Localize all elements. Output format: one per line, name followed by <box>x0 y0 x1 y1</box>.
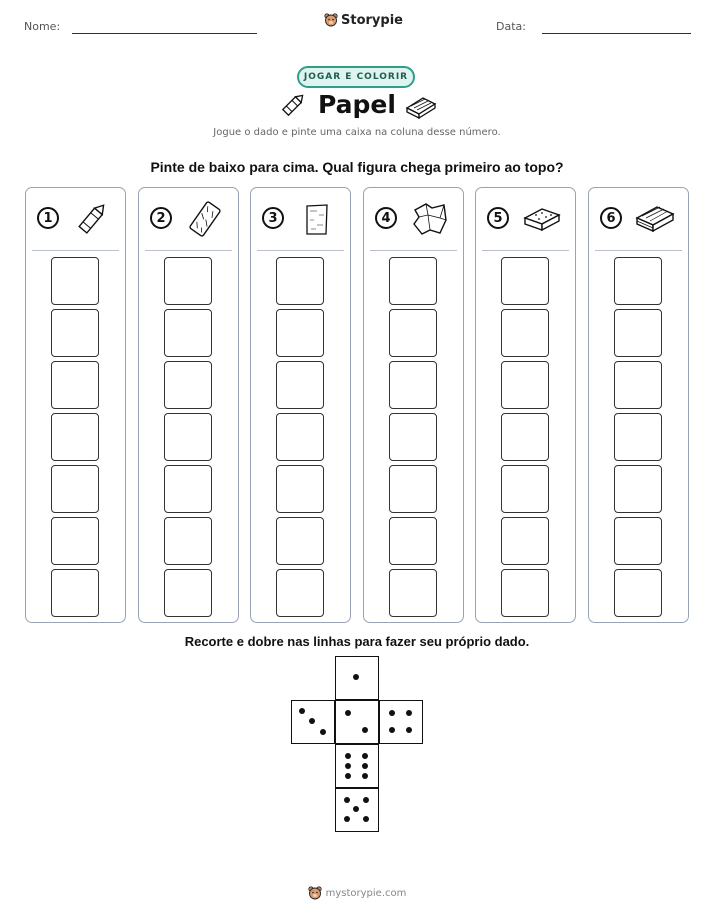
color-box[interactable] <box>164 309 212 357</box>
color-box[interactable] <box>164 465 212 513</box>
color-box[interactable] <box>51 257 99 305</box>
paper-sheet-icon <box>297 200 337 238</box>
color-box[interactable] <box>51 413 99 461</box>
column-header <box>139 188 238 250</box>
crayon-icon <box>72 200 112 238</box>
color-box[interactable] <box>501 257 549 305</box>
color-box[interactable] <box>276 361 324 409</box>
pip <box>344 816 350 822</box>
color-box[interactable] <box>614 465 662 513</box>
pip <box>363 816 369 822</box>
color-box[interactable] <box>276 309 324 357</box>
pip <box>353 806 359 812</box>
die-face-1 <box>335 656 379 700</box>
bear-mascot-icon <box>308 886 322 901</box>
name-line[interactable] <box>72 33 257 34</box>
color-box[interactable] <box>614 257 662 305</box>
pip <box>363 797 369 803</box>
number-badge: 3 <box>262 207 284 229</box>
bear-mascot-icon <box>324 13 338 28</box>
color-box[interactable] <box>614 413 662 461</box>
color-box[interactable] <box>614 361 662 409</box>
color-box[interactable] <box>389 309 437 357</box>
column-header <box>476 188 575 250</box>
pip <box>345 773 351 779</box>
color-box[interactable] <box>501 517 549 565</box>
die-face-3 <box>291 700 335 744</box>
subtitle: Jogue o dado e pinte uma caixa na coluna desse número. <box>213 127 501 138</box>
bark-paper-icon <box>185 200 225 238</box>
color-box[interactable] <box>614 517 662 565</box>
color-box[interactable] <box>276 569 324 617</box>
color-box[interactable] <box>164 361 212 409</box>
color-box[interactable] <box>164 569 212 617</box>
pip <box>362 753 368 759</box>
column-header <box>364 188 463 250</box>
footer-url[interactable]: mystorypie.com <box>325 888 407 899</box>
cut-instruction: Recorte e dobre nas linhas para fazer seu próprio dado. <box>184 634 530 649</box>
page-title: Papel <box>318 90 396 119</box>
color-box[interactable] <box>276 517 324 565</box>
die-face-2 <box>335 700 379 744</box>
color-box[interactable] <box>276 465 324 513</box>
crumpled-paper-icon <box>410 200 450 238</box>
pip <box>406 710 412 716</box>
color-box[interactable] <box>501 569 549 617</box>
pip <box>389 727 395 733</box>
column-divider <box>32 250 119 251</box>
sponge-icon <box>522 200 562 238</box>
color-box[interactable] <box>389 517 437 565</box>
column-header <box>26 188 125 250</box>
number-badge: 4 <box>375 207 397 229</box>
color-box[interactable] <box>276 257 324 305</box>
color-box[interactable] <box>501 465 549 513</box>
color-box[interactable] <box>501 309 549 357</box>
instruction-text: Pinte de baixo para cima. Qual figura chega primeiro ao topo? <box>150 159 564 175</box>
color-box[interactable] <box>164 257 212 305</box>
color-box[interactable] <box>51 361 99 409</box>
pip <box>362 773 368 779</box>
column-divider <box>145 250 232 251</box>
column-2 <box>138 187 239 623</box>
column-4 <box>363 187 464 623</box>
number-badge: 2 <box>150 207 172 229</box>
color-box[interactable] <box>51 309 99 357</box>
paper-stack-icon <box>405 94 437 120</box>
column-divider <box>482 250 569 251</box>
color-box[interactable] <box>389 361 437 409</box>
color-box[interactable] <box>51 465 99 513</box>
pip <box>309 718 315 724</box>
color-box[interactable] <box>389 413 437 461</box>
color-box[interactable] <box>51 517 99 565</box>
color-box[interactable] <box>389 465 437 513</box>
pip <box>345 763 351 769</box>
column-header <box>589 188 688 250</box>
number-badge: 5 <box>487 207 509 229</box>
number-badge: 1 <box>37 207 59 229</box>
paper-stack-icon <box>635 200 675 238</box>
die-face-6 <box>335 744 379 788</box>
pip <box>345 753 351 759</box>
date-label: Data: <box>496 20 526 33</box>
pip <box>353 674 359 680</box>
column-divider <box>257 250 344 251</box>
color-box[interactable] <box>276 413 324 461</box>
column-6 <box>588 187 689 623</box>
name-label: Nome: <box>24 20 61 33</box>
color-box[interactable] <box>501 361 549 409</box>
footer <box>0 886 714 901</box>
column-header <box>251 188 350 250</box>
activity-badge: JOGAR E COLORIR <box>297 66 415 88</box>
color-box[interactable] <box>501 413 549 461</box>
pip <box>320 729 326 735</box>
pip <box>406 727 412 733</box>
number-badge: 6 <box>600 207 622 229</box>
column-3 <box>250 187 351 623</box>
pip <box>345 710 351 716</box>
brand-name: Storypie <box>341 13 403 28</box>
color-box[interactable] <box>389 569 437 617</box>
pip <box>362 763 368 769</box>
pip <box>299 708 305 714</box>
column-5 <box>475 187 576 623</box>
die-face-5 <box>335 788 379 832</box>
pip <box>344 797 350 803</box>
color-box[interactable] <box>614 569 662 617</box>
color-box[interactable] <box>164 517 212 565</box>
column-divider <box>370 250 457 251</box>
brand-logo <box>324 13 403 28</box>
color-box[interactable] <box>51 569 99 617</box>
column-divider <box>595 250 682 251</box>
column-1 <box>25 187 126 623</box>
date-line[interactable] <box>542 33 691 34</box>
pip <box>362 727 368 733</box>
color-box[interactable] <box>389 257 437 305</box>
color-box[interactable] <box>164 413 212 461</box>
die-face-4 <box>379 700 423 744</box>
pip <box>389 710 395 716</box>
color-box[interactable] <box>614 309 662 357</box>
